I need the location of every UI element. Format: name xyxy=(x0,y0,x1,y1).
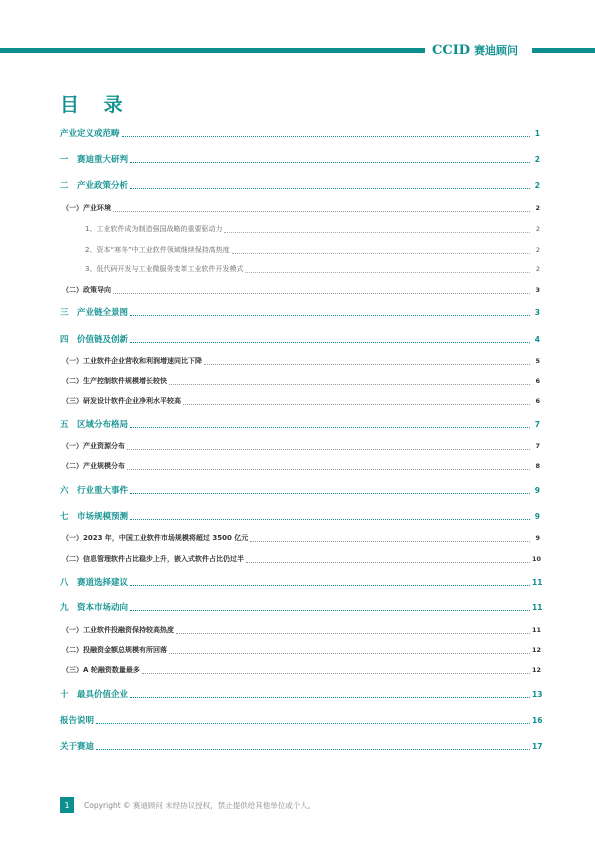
toc-leader xyxy=(130,585,530,586)
toc-leader xyxy=(250,541,530,542)
toc-entry-label: 八 赛道选择建议 xyxy=(60,578,129,588)
toc-entry-page: 2 xyxy=(534,154,540,164)
toc-entry[interactable] xyxy=(0,483,595,497)
toc-leader xyxy=(130,697,530,698)
toc-entry[interactable] xyxy=(0,600,595,614)
toc-entry[interactable] xyxy=(0,643,595,657)
toc-entry-label: （二）生产控制软件规模增长较快 xyxy=(62,377,167,385)
toc-entry[interactable] xyxy=(0,305,595,319)
toc-entry-label: （三）A 轮融资数量最多 xyxy=(62,666,140,674)
toc-entry-label: （一）工业软件投融资保持较高热度 xyxy=(62,626,174,634)
toc-leader xyxy=(169,384,530,385)
toc-entry-label: 3、低代码开发与工业微服务变革工业软件开发模式 xyxy=(85,265,244,273)
toc-entry-page: 4 xyxy=(534,334,540,344)
toc-entry-page: 13 xyxy=(532,689,543,699)
toc-entry-page: 12 xyxy=(532,646,542,654)
toc-entry[interactable] xyxy=(0,687,595,701)
toc-entry[interactable] xyxy=(0,178,595,192)
toc-entry-label: 三 产业链全景图 xyxy=(60,308,129,318)
toc-entry-page: 7 xyxy=(534,419,540,429)
toc-entry-label: 报告说明 xyxy=(60,716,95,726)
toc-entry[interactable] xyxy=(0,531,595,545)
toc-entry[interactable] xyxy=(0,152,595,166)
toc-entry-page: 6 xyxy=(535,377,540,385)
toc-entry-label: 产业定义或范畴 xyxy=(60,129,120,139)
logo-mark: CCID xyxy=(432,42,471,58)
toc-entry-page: 17 xyxy=(532,741,543,751)
toc-leader xyxy=(113,293,530,294)
toc-entry[interactable] xyxy=(0,623,595,637)
toc-entry[interactable] xyxy=(0,663,595,677)
toc-entry-page: 9 xyxy=(535,534,540,542)
toc-leader xyxy=(245,272,530,273)
toc-entry-label: （二）信息管理软件占比稳步上升，嵌入式软件占比仍过半 xyxy=(62,555,244,563)
toc-entry[interactable] xyxy=(0,126,595,140)
page-footer xyxy=(60,797,315,813)
toc-leader xyxy=(204,364,530,365)
toc-entry-label: 二 产业政策分析 xyxy=(60,181,129,191)
toc-entry[interactable] xyxy=(0,713,595,727)
header-bar-right xyxy=(532,48,595,53)
toc-entry-page: 16 xyxy=(532,715,543,725)
toc-entry-page: 12 xyxy=(532,666,542,674)
toc-leader xyxy=(130,315,530,316)
toc-entry-page: 5 xyxy=(535,357,540,365)
header-logo xyxy=(432,42,530,58)
toc-leader xyxy=(130,493,530,494)
toc-entry-page: 11 xyxy=(532,626,542,634)
toc-entry[interactable] xyxy=(0,374,595,388)
toc-entry-label: （三）研发设计软件企业净利水平较高 xyxy=(62,397,181,405)
toc-entry[interactable] xyxy=(0,552,595,566)
toc-entry[interactable] xyxy=(0,394,595,408)
toc-entry-label: （一）产业资源分布 xyxy=(62,442,125,450)
toc-leader xyxy=(130,427,530,428)
page-title: 目 录 xyxy=(60,94,132,116)
toc-entry-label: 一 赛迪重大研判 xyxy=(60,155,129,165)
toc-entry[interactable] xyxy=(0,354,595,368)
toc-leader xyxy=(130,162,530,163)
toc-entry-page: 10 xyxy=(532,555,542,563)
toc-entry-page: 3 xyxy=(535,286,540,294)
toc-entry[interactable] xyxy=(0,459,595,473)
toc-entry-page: 1 xyxy=(534,128,540,138)
toc-entry-page: 2 xyxy=(535,225,540,233)
toc-leader xyxy=(246,562,530,563)
toc-entry-page: 11 xyxy=(532,577,543,587)
toc-entry-label: 关于赛迪 xyxy=(60,742,95,752)
toc-leader xyxy=(96,749,530,750)
toc-entry[interactable] xyxy=(0,739,595,753)
toc-entry[interactable] xyxy=(0,332,595,346)
footer-page-number: 1 xyxy=(60,797,74,813)
toc-entry[interactable] xyxy=(0,439,595,453)
toc-leader xyxy=(130,342,530,343)
toc-leader xyxy=(130,519,530,520)
header-bar-left xyxy=(0,48,425,53)
toc-leader xyxy=(183,404,530,405)
toc-entry-label: （二）政策导向 xyxy=(62,286,111,294)
toc-entry-page: 2 xyxy=(534,180,540,190)
toc-entry-label: （一）工业软件企业营收和利润增速同比下降 xyxy=(62,357,202,365)
footer-copyright: Copyright © 赛迪顾问 未经协议授权，禁止提供给其他单位或个人。 xyxy=(84,800,316,810)
toc-entry-label: 七 市场规模预测 xyxy=(60,512,129,522)
toc-entry-page: 6 xyxy=(535,397,540,405)
toc-entry-label: 六 行业重大事件 xyxy=(60,486,129,496)
toc-entry-label: （二）投融资金额总规模有所回落 xyxy=(62,646,167,654)
toc-leader xyxy=(176,633,530,634)
toc-entry-label: （一）产业环境 xyxy=(62,204,111,212)
toc-leader xyxy=(130,188,530,189)
toc-leader xyxy=(122,136,530,137)
toc-entry-label: 2、资本“寒冬”中工业软件领域继续保持高热度 xyxy=(85,246,230,254)
logo-text: 赛迪顾问 xyxy=(474,44,519,57)
toc-entry-label: 十 最具价值企业 xyxy=(60,690,129,700)
toc-entry-page: 9 xyxy=(534,485,540,495)
toc-entry[interactable] xyxy=(0,222,595,236)
toc-entry-label: 四 价值链及创新 xyxy=(60,335,129,345)
toc-entry[interactable] xyxy=(0,575,595,589)
toc-entry-page: 7 xyxy=(535,442,540,450)
toc-entry-label: （二）产业规模分布 xyxy=(62,462,125,470)
toc-entry[interactable] xyxy=(0,417,595,431)
toc-entry-page: 3 xyxy=(534,307,540,317)
toc-entry-page: 2 xyxy=(535,265,540,273)
toc-entry[interactable] xyxy=(0,262,595,276)
toc-entry-label: 五 区域分布格局 xyxy=(60,420,129,430)
toc-leader xyxy=(169,653,530,654)
toc-entry[interactable] xyxy=(0,201,595,215)
toc-entry-page: 8 xyxy=(535,462,540,470)
toc-entry[interactable] xyxy=(0,243,595,257)
toc-leader xyxy=(96,723,530,724)
toc-leader xyxy=(127,469,530,470)
toc-entry-page: 11 xyxy=(532,602,543,612)
toc-entry-label: 1、工业软件成为制造强国战略的重要驱动力 xyxy=(85,225,223,233)
toc-leader xyxy=(232,253,530,254)
toc-entry-page: 2 xyxy=(535,246,540,254)
toc-leader xyxy=(130,610,530,611)
toc-leader xyxy=(127,449,530,450)
toc-entry-label: 九 资本市场动向 xyxy=(60,603,129,613)
toc-entry[interactable] xyxy=(0,509,595,523)
toc-entry-page: 2 xyxy=(535,204,540,212)
toc-leader xyxy=(142,673,530,674)
toc-entry[interactable] xyxy=(0,283,595,297)
toc-leader xyxy=(113,211,530,212)
toc-entry-label: （一）2023 年，中国工业软件市场规模将超过 3500 亿元 xyxy=(62,534,249,542)
toc-entry-page: 9 xyxy=(534,511,540,521)
toc-leader xyxy=(224,232,530,233)
